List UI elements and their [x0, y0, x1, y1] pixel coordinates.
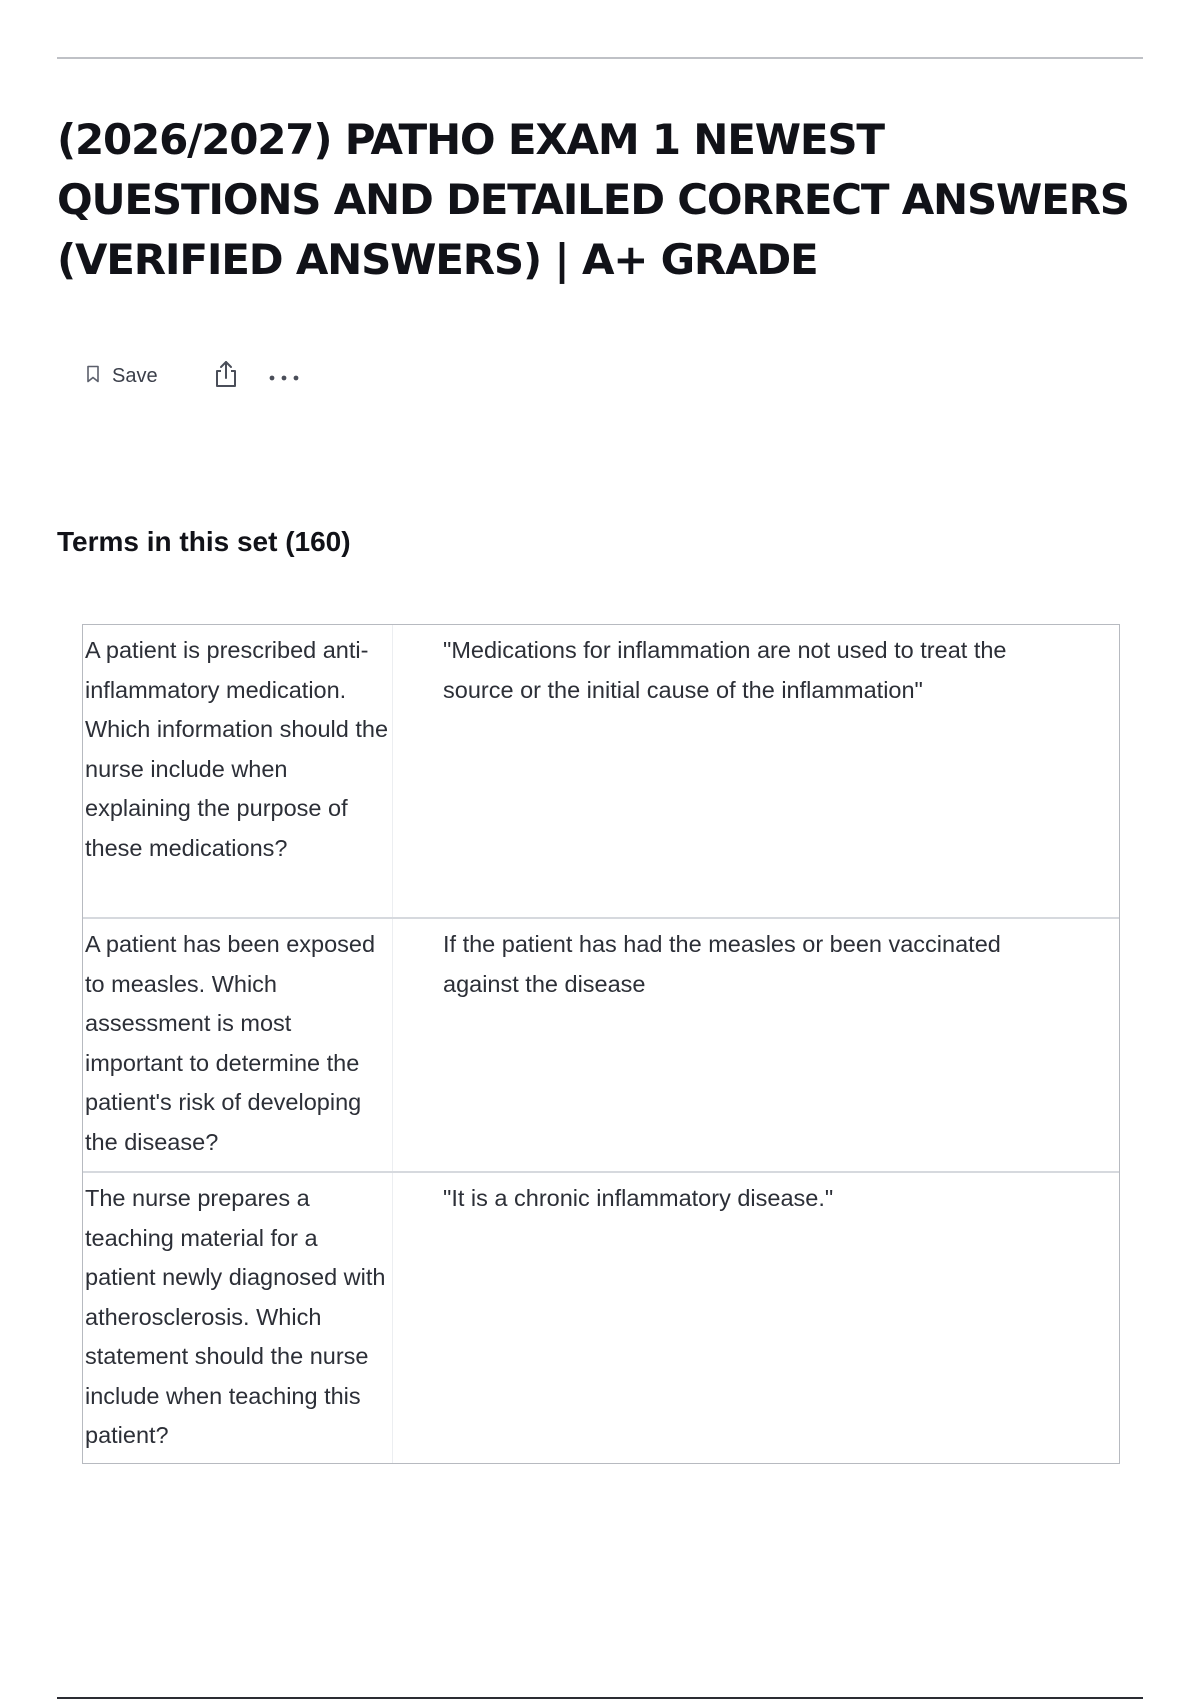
terms-table	[82, 624, 1120, 1464]
share-icon	[212, 359, 240, 393]
bookmark-icon	[86, 365, 100, 387]
definition-text: "Medications for inflammation are not used to treat the source or the initial cause of the inflammation"	[443, 637, 1007, 703]
action-toolbar	[86, 358, 300, 394]
definition-text: "It is a chronic inflammatory disease."	[443, 1185, 834, 1211]
save-label: Save	[112, 364, 158, 387]
page-title: (2026/2027) PATHO EXAM 1 NEWEST QUESTIONS AND DETAILED CORRECT ANSWERS (VERIFIED ANSWERS) | A+ GRADE	[57, 115, 1129, 284]
top-divider	[57, 57, 1143, 59]
term-row[interactable]	[83, 1171, 1119, 1463]
more-options-button[interactable]	[268, 367, 300, 386]
definition-text: If the patient has had the measles or been vaccinated against the disease	[443, 931, 1001, 997]
bottom-divider	[57, 1697, 1143, 1699]
save-button[interactable]	[86, 365, 158, 388]
term-text: A patient has been exposed to measles. Which assessment is most important to determine the patient's risk of developing the disease?	[83, 919, 393, 1171]
terms-heading: Terms in this set (160)	[57, 526, 351, 557]
term-row[interactable]	[83, 917, 1119, 1171]
more-horizontal-icon	[268, 367, 300, 386]
share-button[interactable]	[212, 359, 240, 393]
term-row[interactable]	[83, 625, 1119, 917]
term-text: The nurse prepares a teaching material for a patient newly diagnosed with atherosclerosis. Which statement should the nurse include when teaching this patient?	[83, 1173, 393, 1463]
term-text: A patient is prescribed anti-inflammatory medication. Which information should the nurse include when explaining the purpose of these medications?	[83, 625, 393, 917]
